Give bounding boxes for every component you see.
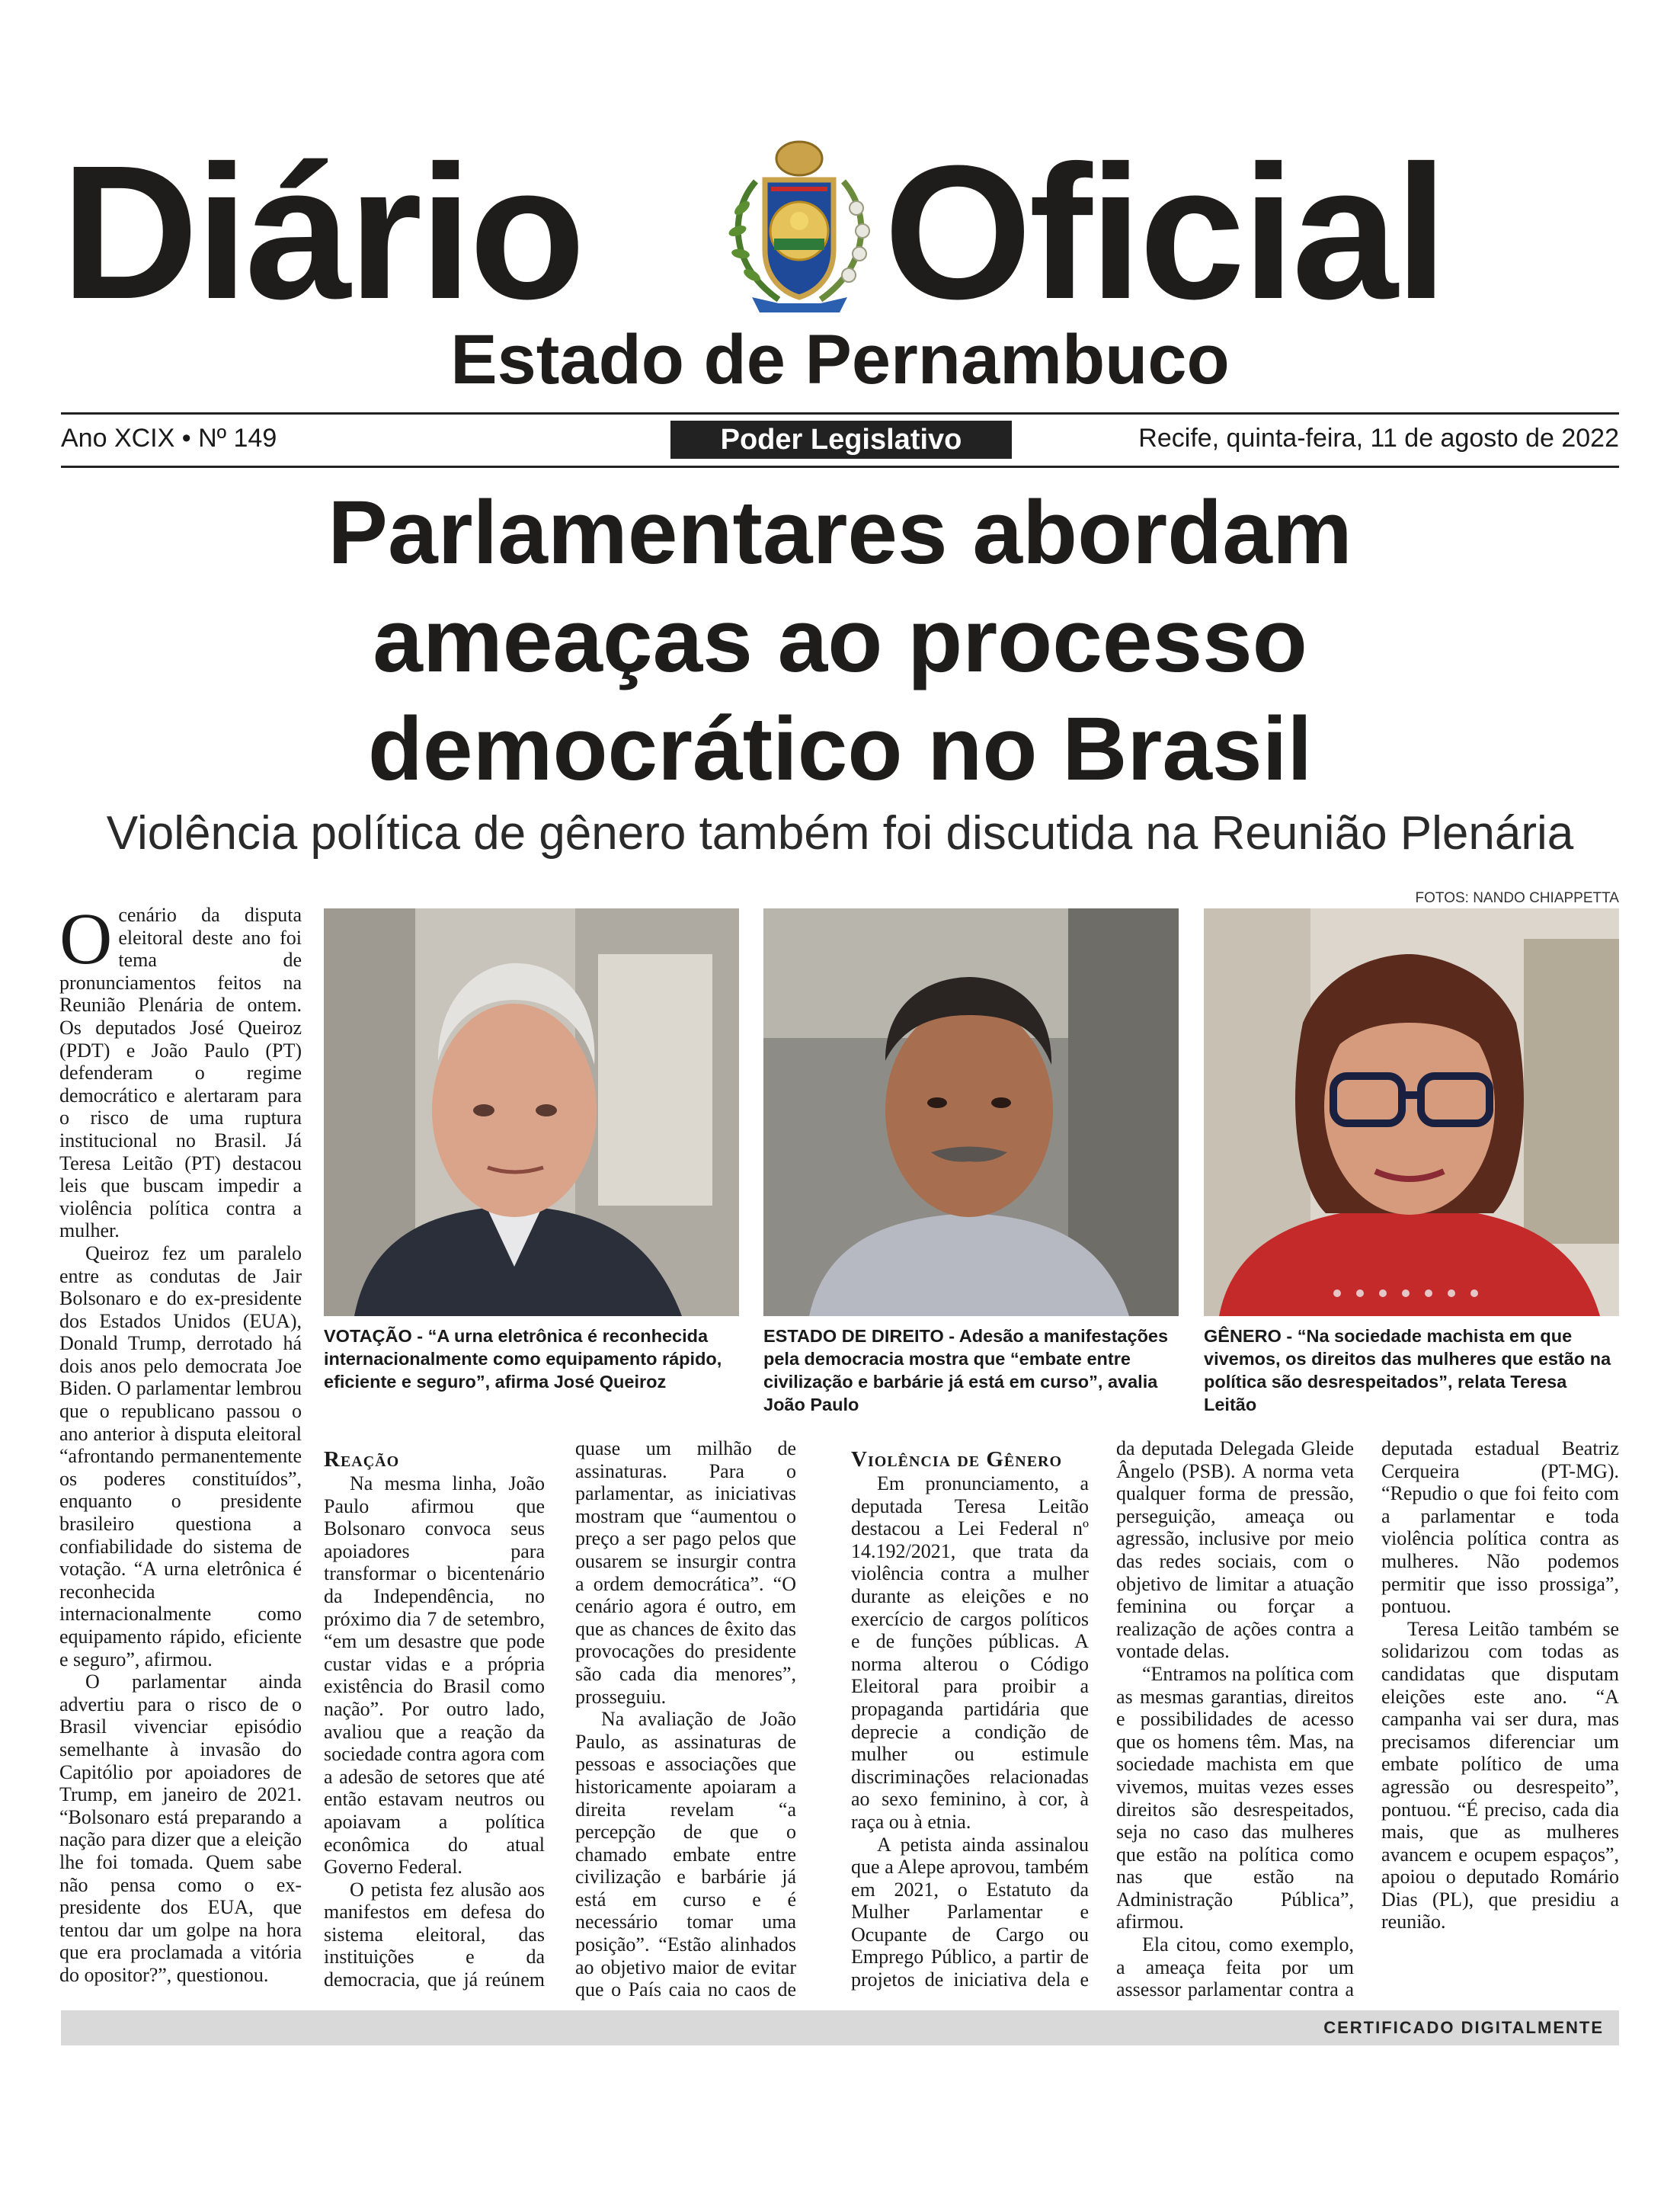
article-paragraph: O parlamentar ainda advertiu para o risco de o Brasil vivenciar episódio semelhante à invasão do Capitólio por apoiadores de Trump, em janeiro de 2021. “Bolsonaro está preparando a nação para dizer que a eleição lhe foi tomada. Quem sabe não pensa como o ex-presidente dos EUA, que tentou dar um golpe na hora que era proclamada a vitória do opositor?”, questionou.	[59, 1670, 302, 1986]
article-paragraph: Na mesma linha, João Paulo afirmou que Bolsonaro convoca seus apoiadores para transformar o bicentenário da Independência, no próximo dia 7 de setembro, “em um desastre que pode custar vidas e a própria existência do Brasil como nação”. Por outro lado, avaliou que a reação da sociedade contra agora com a adesão de setores que até então estavam neutros ou apoiavam a política econômica do atual Governo Federal.	[324, 1472, 545, 1879]
photo-credit: FOTOS: NANDO CHIAPPETTA	[1415, 890, 1619, 906]
article-columns-2-3	[324, 1437, 796, 2001]
certified-label: CERTIFICADO DIGITALMENTE	[1323, 2018, 1604, 2037]
photo-teresa-leitao	[1204, 908, 1619, 1316]
photo-jose-queiroz	[324, 908, 739, 1316]
article-paragraph: Teresa Leitão também se solidarizou com todas as candidatas que disputam eleições este ano. “A campanha vai ser dura, mas precisamos diferenciar um embate político de uma agressão ou desrespeito”, pontuou. “É preciso, cada dia mais, que as mulheres avancem e ocupem espaços”, apoiou o deputado Romário Dias (PL), que presidiu a reunião.	[1381, 1617, 1619, 1933]
headline	[61, 479, 1619, 803]
dateline: Recife, quinta-feira, 11 de agosto de 2022	[1138, 424, 1619, 453]
article-paragraph: O cenário da disputa eleitoral deste ano foi tema de pronunciamentos feitos na Reunião Plenária de ontem. Os deputados José Queiroz (PDT) e João Paulo (PT) defenderam o regime democrático e alertaram para o risco de uma ruptura institucional no Brasil. Já Teresa Leitão (PT) destacou leis que buscam impedir a violência política contra a mulher.	[59, 904, 302, 1242]
masthead-title-diario: Diário	[61, 126, 583, 338]
edition-number: Ano XCIX • Nº 149	[61, 424, 277, 453]
article-paragraph: O petista fez alusão aos manifestos em defesa do sistema eleitoral, das instituições e da democracia, que já reúnem quase um milhão de assinaturas. Para o parlamentar, as iniciativas mostram que “aumentou o preço a ser pago pelos que ousarem se insurgir contra a ordem democrática”. “O cenário agora é outro, em que as chances de êxito das provocações do presidente são cada dia menores”, prosseguiu.	[324, 1437, 796, 1991]
section-subtitle-reacao: Reação	[324, 1447, 400, 1472]
headline-line: Parlamentares abordam	[328, 482, 1352, 583]
article-paragraph: Queiroz fez um paralelo entre as condutas de Jair Bolsonaro e do ex-presidente dos Estados Unidos (EUA), Donald Trump, derrotado há dois anos pelo democrata Joe Biden. O parlamentar lembrou que o republicano passou o ano anterior à disputa eleitoral “afrontando permanentemente os poderes constituídos”, enquanto o presidente brasileiro questiona a confiabilidade do sistema de votação. “A urna eletrônica é reconhecida internacionalmente como equipamento rápido, eficiente e seguro”, afirmou.	[59, 1241, 302, 1670]
article-paragraph: “Entramos na política com as mesmas garantias, direitos e possibilidades de acesso que os homens têm. Mas, na sociedade machista em que vivemos, muitas vezes esses direitos são desrespeitados, seja no caso das mulheres que estão na política como nas que estão na Administração Pública”, afirmou.	[1116, 1662, 1354, 1933]
article-paragraph: Ela citou, como exemplo, a ameaça feita por um assessor parlamentar contra a deputada estadual Beatriz Cerqueira (PT-MG). “Repudio o que foi feito com a parlamentar e toda violência política contra as mulheres. Não podemos permitir que isso prossiga”, pontuou.	[1116, 1437, 1619, 2001]
headline-line: ameaças ao processo	[373, 591, 1307, 691]
masthead-subtitle: Estado de Pernambuco	[450, 321, 1230, 399]
article-paragraph: Na avaliação de João Paulo, as assinaturas de pessoas e associações que historicamente apoiaram a direita revelam “a percepção de que o chamado embate entre civilização e barbárie já está em curso e é necessário tomar uma posição”. “Estão alinhados ao objetivo maior de evitar que o País caia no caos de	[575, 1708, 796, 2001]
article-paragraph: Em pronunciamento, a deputada Teresa Leitão destacou a Lei Federal nº 14.192/2021, que trata da violência contra a mulher durante as eleições e no exercício de cargos políticos e de funções públicas. A norma alterou o Código Eleitoral para proibir a propaganda partidária que deprecie a condição de mulher ou estimule discriminações relacionadas ao sexo feminino, à cor, à raça ou à etnia.	[851, 1472, 1089, 1833]
masthead-title-oficial: Oficial	[884, 126, 1445, 338]
bottom-rule	[61, 466, 1619, 468]
section-badge: Poder Legislativo	[670, 421, 1012, 459]
section-subtitle-violencia-de-genero: Violência de Gênero	[851, 1447, 1063, 1472]
headline-line: democrático no Brasil	[367, 699, 1313, 799]
article-columns-4-6	[851, 1437, 1619, 2001]
caption-genero: GÊNERO - “Na sociedade machista em que vivemos, os direitos das mulheres que estão na política são desrespeitados”, relata Teresa Leitão	[1204, 1326, 1611, 1414]
caption-votacao: VOTAÇÃO - “A urna eletrônica é reconhecida internacionalmente como equipamento rápido, eficiente e seguro”, afirma José Queiroz	[324, 1326, 722, 1392]
pernambuco-coat-of-arms-icon	[725, 136, 874, 315]
drop-cap: O	[59, 904, 113, 979]
top-rule	[61, 412, 1619, 415]
photo-joao-paulo	[763, 908, 1179, 1316]
caption-estado-de-direito: ESTADO DE DIREITO - Adesão a manifestações pela democracia mostra que “embate entre civilização e barbárie já está em curso”, avalia João Paulo	[763, 1326, 1169, 1414]
subheadline: Violência política de gênero também foi discutida na Reunião Plenária	[106, 807, 1574, 860]
article-paragraph: A petista ainda assinalou que a Alepe aprovou, também em 2021, o Estatuto da Mulher Parlamentar e Ocupante de Cargo ou Emprego Público, a partir de projetos de iniciativa dela e da deputada Delegada Gleide Ângelo (PSB). A norma veta qualquer forma de pressão, perseguição, ameaça ou agressão, inclusive por meio das redes sociais, com o objetivo de limitar a atuação feminina ou forçar a realização de ações contra a vontade delas.	[851, 1437, 1354, 1991]
article-column-1	[59, 904, 302, 2001]
